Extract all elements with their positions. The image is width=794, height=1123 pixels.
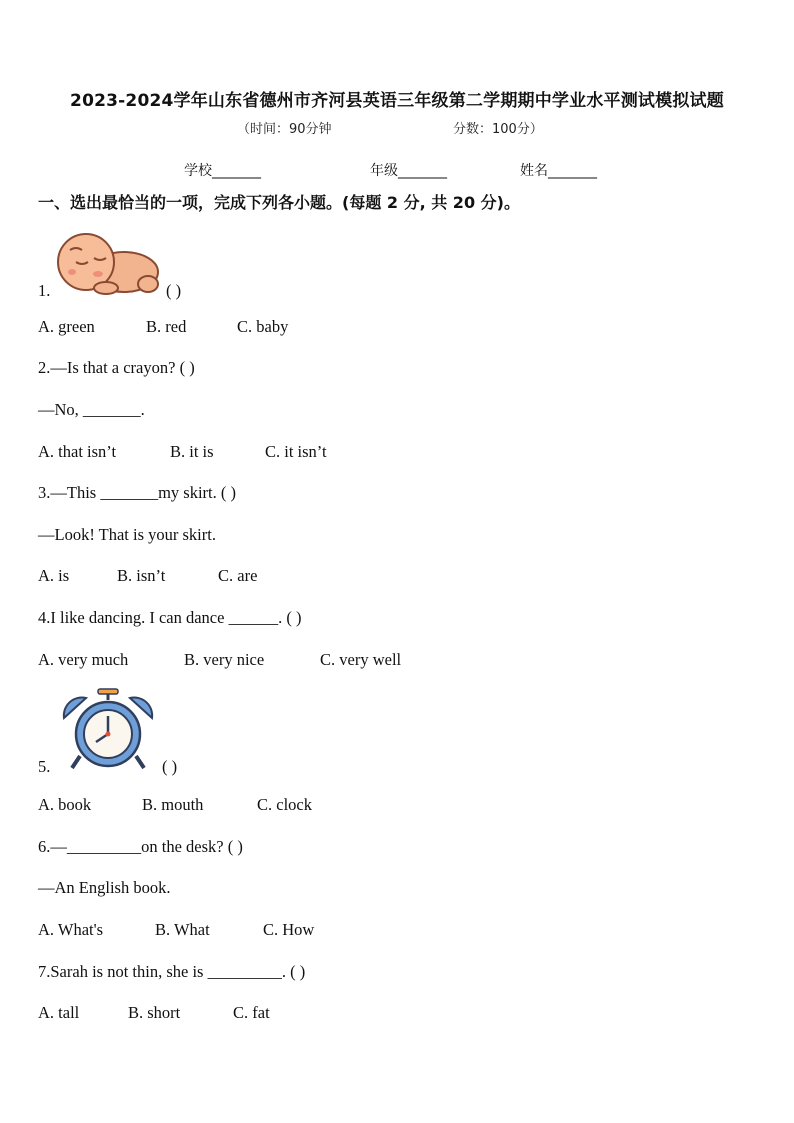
- question-7-stem: 7.Sarah is not thin, she is _________. ( ): [38, 962, 306, 981]
- q3-option-b[interactable]: B. isn’t: [117, 566, 166, 585]
- school-field[interactable]: 学校_______: [184, 163, 261, 179]
- question-5-blank: ( ): [162, 757, 178, 776]
- q3-option-a[interactable]: A. is: [38, 566, 70, 585]
- q1-option-c[interactable]: C. baby: [237, 317, 289, 336]
- name-field[interactable]: 姓名_______: [520, 163, 597, 179]
- q2-option-a[interactable]: A. that isn’t: [38, 442, 117, 461]
- q6-option-a[interactable]: A. What's: [38, 920, 103, 939]
- question-6-stem: 6.—_________on the desk? ( ): [38, 837, 243, 856]
- q6-option-c[interactable]: C. How: [263, 920, 315, 939]
- page-title: 2023-2024学年山东省德州市齐河县英语三年级第二学期期中学业水平测试模拟试题: [70, 91, 724, 111]
- exam-time: （时间：90分钟: [237, 122, 332, 137]
- question-1-number: 1.: [38, 281, 51, 300]
- section-heading: 一、选出最恰当的一项，完成下列各小题。(每题 2 分, 共 20 分)。: [38, 193, 520, 212]
- question-5-number: 5.: [38, 757, 51, 776]
- grade-field[interactable]: 年级_______: [370, 163, 447, 179]
- question-6-reply: —An English book.: [38, 878, 171, 897]
- question-2-stem: 2.—Is that a crayon? ( ): [38, 358, 195, 377]
- q2-option-b[interactable]: B. it is: [170, 442, 214, 461]
- q1-option-a[interactable]: A. green: [38, 317, 95, 336]
- q7-option-a[interactable]: A. tall: [38, 1003, 80, 1022]
- q4-option-b[interactable]: B. very nice: [184, 650, 265, 669]
- q1-option-b[interactable]: B. red: [146, 317, 187, 336]
- q4-option-c[interactable]: C. very well: [320, 650, 402, 669]
- q5-option-a[interactable]: A. book: [38, 795, 92, 814]
- question-3-reply: —Look! That is your skirt.: [38, 525, 216, 544]
- q7-option-b[interactable]: B. short: [128, 1003, 181, 1022]
- q5-option-c[interactable]: C. clock: [257, 795, 312, 814]
- q6-option-b[interactable]: B. What: [155, 920, 210, 939]
- question-2-reply: —No, _______.: [38, 400, 145, 419]
- question-3-stem: 3.—This _______my skirt. ( ): [38, 483, 236, 502]
- question-1-blank: ( ): [166, 281, 182, 300]
- q2-option-c[interactable]: C. it isn’t: [265, 442, 327, 461]
- q5-option-b[interactable]: B. mouth: [142, 795, 204, 814]
- exam-score: 分数：100分）: [453, 122, 543, 137]
- q4-option-a[interactable]: A. very much: [38, 650, 129, 669]
- q7-option-c[interactable]: C. fat: [233, 1003, 270, 1022]
- sleeping-baby-icon: [52, 228, 162, 296]
- q3-option-c[interactable]: C. are: [218, 566, 258, 585]
- alarm-clock-icon: [50, 688, 162, 772]
- question-4-stem: 4.I like dancing. I can dance ______. ( ): [38, 608, 302, 627]
